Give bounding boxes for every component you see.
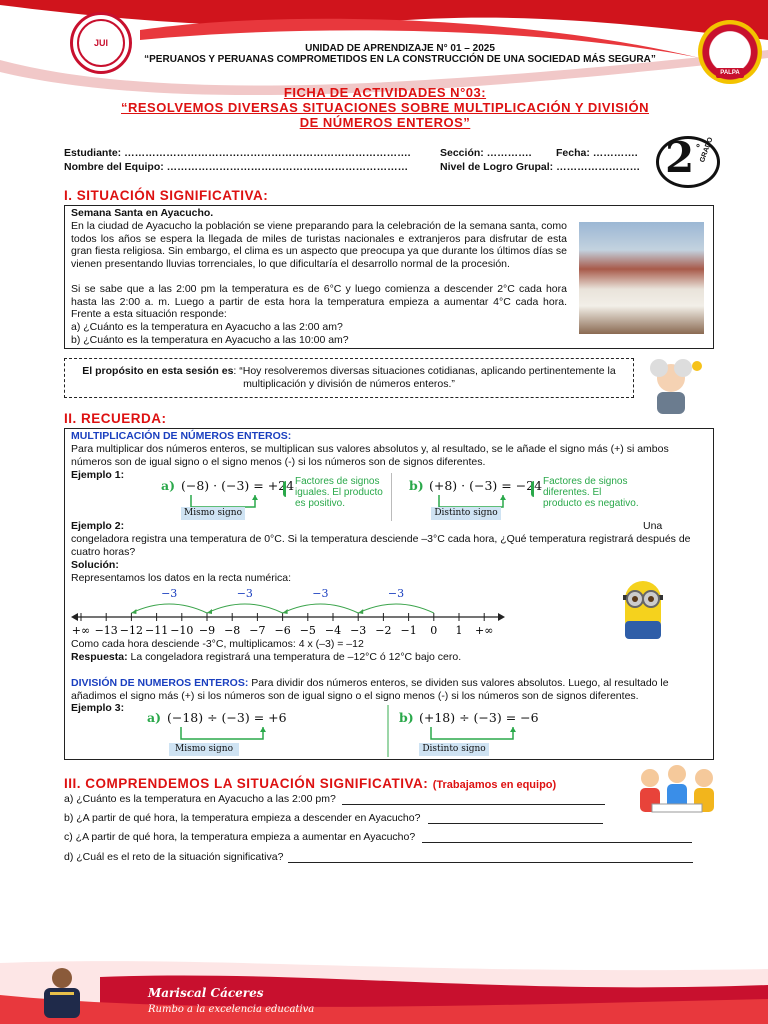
example-1b-note: Factores de signos diferentes. El producto es negativo. <box>543 476 639 509</box>
footer-slogan: Rumbo a la excelencia educativa <box>148 1004 315 1015</box>
example-3a-letter: a) <box>147 710 162 725</box>
answer-line-d[interactable] <box>288 862 693 863</box>
unit-motto: “PERUANOS Y PERUANAS COMPROMETIDOS EN LA CONSTRUCCIÓN DE UNA SOCIEDAD MÁS SEGURA” <box>144 54 656 65</box>
school-logo-right: PALPA <box>698 20 762 84</box>
example-2-text: congeladora registra una temperatura de 0°C. Si la temperatura desciende –3°C cada hora, ¿Qué temperatura registrará después de cuatro horas? <box>71 533 691 558</box>
jump-arrowhead <box>283 609 288 614</box>
example-1a-bracket <box>283 481 292 497</box>
section-field: Sección: …………. <box>440 147 532 159</box>
number-line-label: +∞ <box>71 624 91 637</box>
page-title <box>60 85 710 130</box>
procession-photo <box>579 222 704 334</box>
student-field: Estudiante: ………………………………………………………………………. <box>64 147 411 159</box>
situation-title: Semana Santa en Ayacucho. <box>71 207 214 219</box>
solution-label: Solución: <box>71 559 119 571</box>
example-1b-bracket <box>531 481 540 497</box>
example-1-divider <box>391 473 392 521</box>
situation-question-b: b) ¿Cuánto es la temperatura en Ayacucho a las 10:00 am? <box>71 334 349 346</box>
division-rule <box>71 677 703 702</box>
example-1b-expression: (+8) · (−3) = −24 <box>429 478 543 493</box>
question-c: c) ¿A partir de qué hora, la temperatura empieza a aumentar en Ayacucho? <box>64 831 416 843</box>
example-3b-label: Distinto signo <box>419 743 489 756</box>
number-line-label: +∞ <box>475 624 494 637</box>
multiplication-rule: Para multiplicar dos números enteros, se multiplican sus valores absolutos y, al resultado, se le añade el signo más (+) si ambos números son de igual signo o el signo menos (-) si los números son de signos diferentes. <box>71 443 669 468</box>
jump-label: −3 <box>161 587 178 600</box>
number-line-label: −2 <box>375 624 392 637</box>
footer-name: Mariscal Cáceres <box>148 986 264 1000</box>
section-3-title: III. COMPRENDEMOS LA SITUACIÓN SIGNIFICATIVA: <box>64 776 429 791</box>
example-1b-label: Distinto signo <box>431 507 501 520</box>
jump-label: −3 <box>387 587 405 600</box>
number-line-label: −4 <box>324 624 342 637</box>
answer-text <box>71 651 461 664</box>
situation-paragraph-1: En la ciudad de Ayacucho la población se viene preparando para la celebración de la semana santa, como todos los años se espera la llegada de miles de turistas nacionales e extranjeros para disfrutar de esta gran fiesta religiosa. Sin embargo, el clima es un aspecto que preocupa ya que durante los últimos días se vienen presentando lluvias torrenciales, lo que dificultaría el desarrollo normal de la procesión. <box>71 220 567 270</box>
purpose-body: : “Hoy resolveremos diversas situaciones cotidianas, aplicando pertinentemente la multiplicación y división de números enteros.” <box>233 365 616 390</box>
question-a: a) ¿Cuánto es la temperatura en Ayacucho a las 2:00 pm? <box>64 793 336 805</box>
team-field: Nombre del Equipo: …………………………………………………………… <box>64 161 409 173</box>
unit-header <box>140 43 660 65</box>
jump-arc <box>131 604 207 613</box>
example-3-divider <box>387 705 389 757</box>
number-line-label: −6 <box>274 624 291 637</box>
section-3-subtitle: (Trabajamos en equipo) <box>432 779 557 791</box>
section-1-heading: I. SITUACIÓN SIGNIFICATIVA: <box>64 188 269 203</box>
jump-arrowhead <box>131 609 136 614</box>
number-line-label: −1 <box>400 624 417 637</box>
grade-badge <box>656 133 720 188</box>
title-line-2: “RESOLVEMOS DIVERSAS SITUACIONES SOBRE MULTIPLICACIÓN Y DIVISIÓN <box>121 100 649 115</box>
number-line-label: −5 <box>299 624 316 637</box>
number-line-label: −8 <box>224 624 241 637</box>
section-2-heading: II. RECUERDA: <box>64 411 167 426</box>
example-3-label: Ejemplo 3: <box>71 702 125 714</box>
number-line-label: −3 <box>350 624 367 637</box>
grade-word: GRADO <box>699 136 715 164</box>
number-line-label: 0 <box>430 624 438 637</box>
jump-arc <box>283 604 359 613</box>
example-3b-letter: b) <box>399 710 414 725</box>
example-1a-label: Mismo signo <box>181 507 245 520</box>
title-line-3: DE NÚMEROS ENTEROS” <box>299 115 471 130</box>
example-1a-letter: a) <box>161 478 176 493</box>
answer-body: La congeladora registrará una temperatura de –12°C ó 12°C bajo cero. <box>127 651 462 663</box>
situation-paragraph-2: Si se sabe que a las 2:00 pm la temperatura es de 6°C y luego comienza a descender 2°C cada hora hasta las 2:00 a. m. Luego a partir de esta hora la temperatura empieza a aumentar 4°C cada hora. Frente a esta situación responde: <box>71 283 567 320</box>
example-3a-label: Mismo signo <box>169 743 239 756</box>
example-1a-note: Factores de signos iguales. El producto es positivo. <box>295 476 383 509</box>
number-line-label: −11 <box>144 624 169 637</box>
purpose-text <box>75 365 623 390</box>
reminder-box <box>64 428 714 760</box>
section-3-heading <box>64 775 556 793</box>
number-line-label: 1 <box>455 624 463 637</box>
calculation-text: Como cada hora desciende -3°C, multiplicamos: 4 x (–3) = –12 <box>71 638 364 650</box>
example-2-una: Una <box>643 520 663 532</box>
answer-label: Respuesta: <box>71 651 128 663</box>
situation-question-a: a) ¿Cuánto es la temperatura en Ayacucho a las 2:00 am? <box>71 321 343 333</box>
example-1-label: Ejemplo 1: <box>71 469 125 481</box>
jump-label: −3 <box>312 587 329 600</box>
footer-band <box>0 955 768 1024</box>
number-line-label: −7 <box>249 624 266 637</box>
example-3a-expression: (−18) ÷ (−3) = +6 <box>167 710 287 725</box>
grade-degree: ° <box>696 143 700 154</box>
jump-arrowhead <box>207 609 212 614</box>
solution-text: Representamos los datos en la recta numérica: <box>71 572 292 584</box>
example-1a-expression: (−8) · (−3) = +24 <box>181 478 295 493</box>
situation-box <box>64 205 714 349</box>
answer-line-c[interactable] <box>422 842 692 843</box>
title-line-1: FICHA DE ACTIVIDADES N°03: <box>283 85 487 100</box>
number-line-label: −12 <box>119 624 144 637</box>
example-3b-expression: (+18) ÷ (−3) = −6 <box>419 710 539 725</box>
multiplication-title: MULTIPLICACIÓN DE NÚMEROS ENTEROS: <box>71 430 292 442</box>
number-line-label: −9 <box>198 624 216 637</box>
purpose-label: El propósito en esta sesión es <box>82 365 234 377</box>
einstein-icon <box>645 356 705 416</box>
jump-arc <box>358 604 434 613</box>
answer-line-a[interactable] <box>342 804 605 805</box>
division-body: Para dividir dos números enteros, se dividen sus valores absolutos. Luego, al resultado le añadimos el signo más (+) si los números son de igual signo o el signo menos (-) si los números son de signos diferentes. <box>71 677 669 702</box>
number-line-label: −10 <box>170 624 194 637</box>
number-line <box>69 585 509 637</box>
school-logo-left: JUI <box>70 12 132 74</box>
date-field: Fecha: …………. <box>556 147 638 159</box>
jump-arc <box>207 604 283 613</box>
level-field: Nivel de Logro Grupal: …………………… <box>440 161 641 173</box>
mariscal-caceres-figure <box>22 962 102 1020</box>
example-1b-letter: b) <box>409 478 424 493</box>
purpose-box <box>64 358 634 398</box>
question-d: d) ¿Cuál es el reto de la situación significativa? <box>64 851 284 863</box>
division-title: DIVISIÓN DE NUMEROS ENTEROS: <box>71 677 249 689</box>
question-b: b) ¿A partir de qué hora, la temperatura empieza a descender en Ayacucho? <box>64 812 421 824</box>
minion-icon <box>615 575 671 645</box>
grade-number: 2 <box>665 133 695 182</box>
unit-title: UNIDAD DE APRENDIZAJE N° 01 – 2025 <box>305 43 495 54</box>
example-2-label: Ejemplo 2: <box>71 520 125 532</box>
jump-label: −3 <box>236 587 253 600</box>
number-line-label: −13 <box>94 624 118 637</box>
children-team-icon <box>632 764 722 820</box>
answer-line-b[interactable] <box>428 823 603 824</box>
jump-arrowhead <box>358 609 363 614</box>
